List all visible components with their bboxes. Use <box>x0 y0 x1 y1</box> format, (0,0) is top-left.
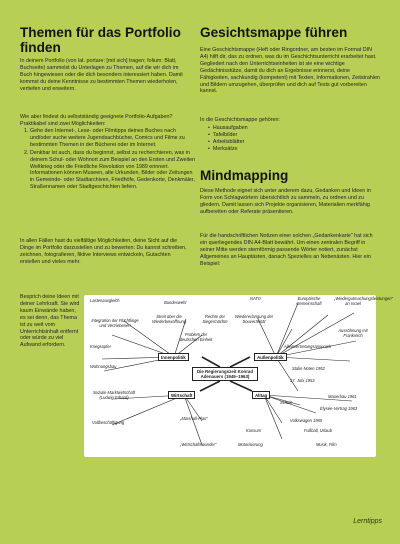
mindmap-label: 17. Juni 1953 <box>290 378 315 383</box>
mindmap-label: Europäische Gemeinschaft <box>296 296 322 306</box>
mappe-contents-list <box>200 125 248 153</box>
mindmap-label: Rechte der Siegermächte <box>202 314 228 324</box>
portfolio-intro: In deinem Portfolio (von lat. portare: [mit sich] tragen; folium: Blatt, Buchseite) sammelst du Unterlagen zu Themen, auf die wir dich im Buch hingewiesen oder die dich besonders interessiert haben. Damit kommst du deine Kenntnisse zu bestimmten Themen wiederholen, vertiefen und erweitern. <box>20 58 183 92</box>
mappe-contents-label: In die Geschichtsmappe gehören: <box>200 117 280 123</box>
heading-geschichtsmappe: Gesichtsmappe führen <box>200 25 348 40</box>
mindmap-intro: Diese Methode eignet sich unter anderem dazu, Gedanken und Ideen in Form von Schlagwörtern übersichtlich zu sammeln, zu ordnen und zu gliedern. Damit lassen sich Projekte organisieren, Materialien merkfähig aufbereiten oder Referate präsentieren. <box>200 188 371 215</box>
mindmap-label: „Wiedergutmachungsleistungen“ an Israel <box>334 296 393 306</box>
mappe-intro: Eine Geschichtsmappe (Heft oder Ringordner, am besten im Format DIN A4) hilft dir, das zu ordnen, was du im Geschichtsunterricht erarbeitet hast. Gegliedert nach den Unterrichtseinheiten ist sie eine wichtige Gedächtnisstütze, damit du dich an Ergebnisse erinnerst, deine Fähigkeiten, sachkundig (kompetent) mit Texten, Informationen, Zeitstrahlen und Bildern umzugehen, überprüfen und dich auf Tests gut vorbereiten kannst. <box>200 47 380 95</box>
mindmap-label: Soziale Marktwirtschaft (Ludwig Erhard) <box>92 390 136 400</box>
mindmap-label: Schule <box>280 400 293 405</box>
mindmap-label: Wiedererlangung der Souveränität <box>234 314 274 324</box>
mindmap-label: Lastenausgleich <box>90 298 120 303</box>
mindmap-label: Problem der deutschen Einheit <box>179 332 213 342</box>
mindmap-label: Konsum <box>246 428 262 433</box>
mindmap-instructions: Für die handschriftlichen Notizen einer solchen „Gedankenkarte“ hat sich ein querliegendes DIN A4-Blatt bewährt. Um einen zentralen Begriff in seiner Mitte werden sternförmig passende Wörter notiert, zunächst Allgemeines an Hauptästen, danach Spezielles an Nebenästen. Hier ein Beispiel: <box>200 233 373 267</box>
mindmap-label: Élysée-Vertrag 1963 <box>320 406 358 411</box>
list-item: • Merksätze <box>208 146 248 153</box>
mindmap-label: Wohnungsbau <box>90 364 117 369</box>
mindmap-diagram <box>84 295 393 457</box>
list-item: 1. Gehe den Internet-, Lese- oder Filmtipps deines Buches nach und/oder suche weitere Jugendsachbücher, Comics und Filme zu bestimmten Themen in der Bücherei oder im Internet. <box>30 128 198 149</box>
mindmap-label: „Marshall-Plan“ <box>180 416 208 421</box>
mindmap-label: Bundeswehr <box>164 300 187 305</box>
list-item: 2. Denkbar ist auch, dass du beginnst, selbst zu recherchieren, was in deinem Schul- oder Wohnort zum Beispiel an den Ersten und Zweiten Weltkrieg oder die Friedliche Revolution von 1989 erinnert. Informationen können Museen, alte Urkunden, Bilder oder Zeitungen in Gemeinde- oder Stadtarchiven, Friedhöfe, Gedenkorte, Denkmäler, Straßennamen oder Stadtgeschichten liefern. <box>30 150 198 191</box>
portfolio-question: Wie aber findest du selbstständig geeignete Portfolio-Aufgaben? Praktikabel sind zwei Möglichkeiten: <box>20 114 173 127</box>
list-item: • Arbeitsblätter <box>208 139 248 146</box>
mindmap-label: NATO <box>250 296 261 301</box>
branch-innenpolitik: Innenpolitik <box>158 353 189 361</box>
portfolio-discuss: Besprich deine Ideen mit deiner Lehrkraft. Sie wird kaum Einwände haben, es sei denn, das Thema ist zu weit vom Unterrichtsinhalt entfernt oder würde zu viel Aufwand erfordern. <box>20 294 80 349</box>
portfolio-options-list <box>20 128 198 192</box>
heading-mindmapping: Mindmapping <box>200 168 289 183</box>
footer-section-label: Lerntipps <box>353 518 382 525</box>
mindmap-label: Streit über die Wiederbewaffnung <box>151 314 187 324</box>
heading-portfolio: Themen für das Portfolio finden <box>20 25 181 55</box>
mindmap-label: Stalin-Noten 1952 <box>292 366 325 371</box>
list-item: • Hausaufgaben <box>208 125 248 132</box>
mindmap-center: Die Regierungszeit Konrad Adenauers (1949–1963) <box>192 367 258 381</box>
list-item: • Tafelbilder <box>208 132 248 139</box>
mindmap-label: „Wirtschaftswunder“ <box>180 442 217 447</box>
mindmap-label: Alleinvertretungsanspruch <box>284 344 332 349</box>
mindmap-label: Volkswagen 1955 <box>290 418 323 423</box>
mindmap-label: Kriegsopfer <box>90 344 111 349</box>
mindmap-label: Musik, Film <box>316 442 337 447</box>
mindmap-label: Fußball, Urlaub <box>304 428 332 433</box>
mindmap-label: Vollbeschäftigung <box>92 420 125 425</box>
branch-alltag: Alltag <box>252 391 270 399</box>
branch-aussenpolitik: Außenpolitik <box>254 353 287 361</box>
mindmap-label: Motorisierung <box>238 442 263 447</box>
mindmap-label: Mauerbau 1961 <box>328 394 357 399</box>
mindmap-label: Integration der Flüchtlinge und Vertriebenen <box>91 318 139 328</box>
branch-wirtschaft: Wirtschaft <box>168 391 195 399</box>
portfolio-possibilities: In allen Fällen hast du vielfältige Möglichkeiten, deine Sicht auf die Dinge im Portfolio darzustellen und zu bewerten: Du kannst schreiben, zeichnen, fotografieren, fiktive Interviews entwickeln, Gutachten erstellen und vieles mehr. <box>20 238 187 265</box>
mindmap-label: Aussöhnung mit Frankreich <box>338 328 368 338</box>
